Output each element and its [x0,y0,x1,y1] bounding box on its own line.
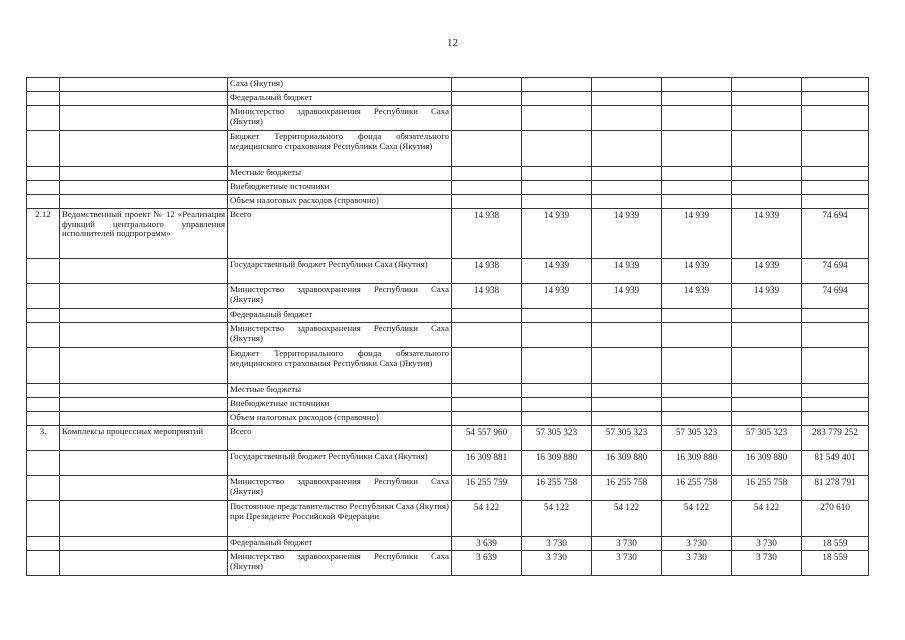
row-label: Местные бюджеты [228,384,452,398]
value-cell: 3 730 [522,537,592,551]
table-row [27,78,869,92]
value-cell: 3 639 [452,537,522,551]
row-label: Федеральный бюджет [228,309,452,323]
row-label: Объем налоговых расходов (справочно) [228,195,452,209]
value-cell: 3 730 [592,551,662,576]
section-title: Комплексы процессных мероприятий [60,426,228,451]
value-cell: 14 939 [662,259,732,284]
table-row [27,284,869,309]
value-cell: 57 305 323 [732,426,802,451]
value-cell: 3 730 [592,537,662,551]
value-cell: 14 939 [592,259,662,284]
table-row [27,181,869,195]
table-row [27,131,869,167]
value-cell: 18 559 [802,537,869,551]
value-cell: 16 309 880 [592,451,662,476]
value-cell: 54 557 960 [452,426,522,451]
budget-table [26,77,869,576]
table-row [27,195,869,209]
value-cell: 74 694 [802,284,869,309]
table-row [27,384,869,398]
row-label: Федеральный бюджет [228,537,452,551]
row-label: Государственный бюджет Республики Саха (Якутия) [228,259,452,284]
value-cell: 54 122 [522,501,592,537]
value-cell: 14 939 [522,209,592,259]
row-label: Бюджет Территориального фонда обязательного медицинского страхования Республики Саха (Якутия) [228,348,452,384]
value-cell: 14 939 [592,209,662,259]
table-row [27,106,869,131]
value-cell: 57 305 323 [522,426,592,451]
row-label: Министерство здравоохранения Республики Саха (Якутия) [228,284,452,309]
row-label: Всего [228,209,452,259]
value-cell: 14 939 [662,209,732,259]
value-cell: 14 939 [732,209,802,259]
value-cell: 3 639 [452,551,522,576]
section-index: 3. [27,426,60,451]
value-cell: 16 255 759 [452,476,522,501]
value-cell: 16 255 758 [522,476,592,501]
value-cell: 14 939 [592,284,662,309]
table-row [27,412,869,426]
value-cell: 18 559 [802,551,869,576]
row-label: Внебюджетные источники [228,181,452,195]
value-cell: 54 122 [732,501,802,537]
value-cell: 54 122 [452,501,522,537]
row-label: Министерство здравоохранения Республики Саха (Якутия) [228,476,452,501]
value-cell: 74 694 [802,259,869,284]
value-cell: 3 730 [662,551,732,576]
table-row [27,537,869,551]
value-cell: 14 938 [452,259,522,284]
table-row [27,323,869,348]
value-cell: 3 730 [732,537,802,551]
value-cell: 74 694 [802,209,869,259]
value-cell: 14 939 [522,284,592,309]
table-row [27,309,869,323]
value-cell: 54 122 [662,501,732,537]
table-row [27,259,869,284]
row-label: Министерство здравоохранения Республики Саха (Якутия) [228,551,452,576]
section-title: Ведомственный проект № 12 «Реализация функций центрального управления исполнителей подпрограмм» [60,209,228,259]
row-label: Министерство здравоохранения Республики Саха (Якутия) [228,323,452,348]
value-cell: 14 938 [452,209,522,259]
row-label: Объем налоговых расходов (справочно) [228,412,452,426]
page-number: 12 [447,37,458,49]
value-cell: 3 730 [732,551,802,576]
value-cell: 14 938 [452,284,522,309]
value-cell: 283 779 252 [802,426,869,451]
value-cell: 16 309 880 [522,451,592,476]
row-label: Местные бюджеты [228,167,452,181]
value-cell: 14 939 [662,284,732,309]
value-cell: 16 309 880 [662,451,732,476]
table-row [27,551,869,576]
row-label: Государственный бюджет Республики Саха (Якутия) [228,451,452,476]
value-cell: 81 278 791 [802,476,869,501]
table-row [27,167,869,181]
row-label: Постоянное представительство Республики Саха (Якутия) при Президенте Российской Федерации [228,501,452,537]
value-cell: 57 305 323 [592,426,662,451]
table-row [27,398,869,412]
row-label: Всего [228,426,452,451]
value-cell: 14 939 [732,284,802,309]
row-label: Бюджет Территориального фонда обязательного медицинского страхования Республики Саха (Якутия) [228,131,452,167]
value-cell: 16 255 758 [662,476,732,501]
value-cell: 16 309 881 [452,451,522,476]
table-row [27,476,869,501]
value-cell: 57 305 323 [662,426,732,451]
value-cell: 14 939 [732,259,802,284]
value-cell: 14 939 [522,259,592,284]
value-cell: 3 730 [522,551,592,576]
value-cell: 270 610 [802,501,869,537]
value-cell: 3 730 [662,537,732,551]
table-row [27,92,869,106]
value-cell: 16 309 880 [732,451,802,476]
table-row [27,348,869,384]
section-index: 2.12 [27,209,60,259]
value-cell: 16 255 758 [732,476,802,501]
row-label: Министерство здравоохранения Республики Саха (Якутия) [228,106,452,131]
table-row [27,426,869,451]
table-row [27,501,869,537]
table-row [27,451,869,476]
value-cell: 81 549 401 [802,451,869,476]
value-cell: 16 255 758 [592,476,662,501]
table-row [27,209,869,259]
row-label: Федеральный бюджет [228,92,452,106]
row-label: Саха (Якутия) [228,78,452,92]
value-cell: 54 122 [592,501,662,537]
row-label: Внебюджетные источники [228,398,452,412]
